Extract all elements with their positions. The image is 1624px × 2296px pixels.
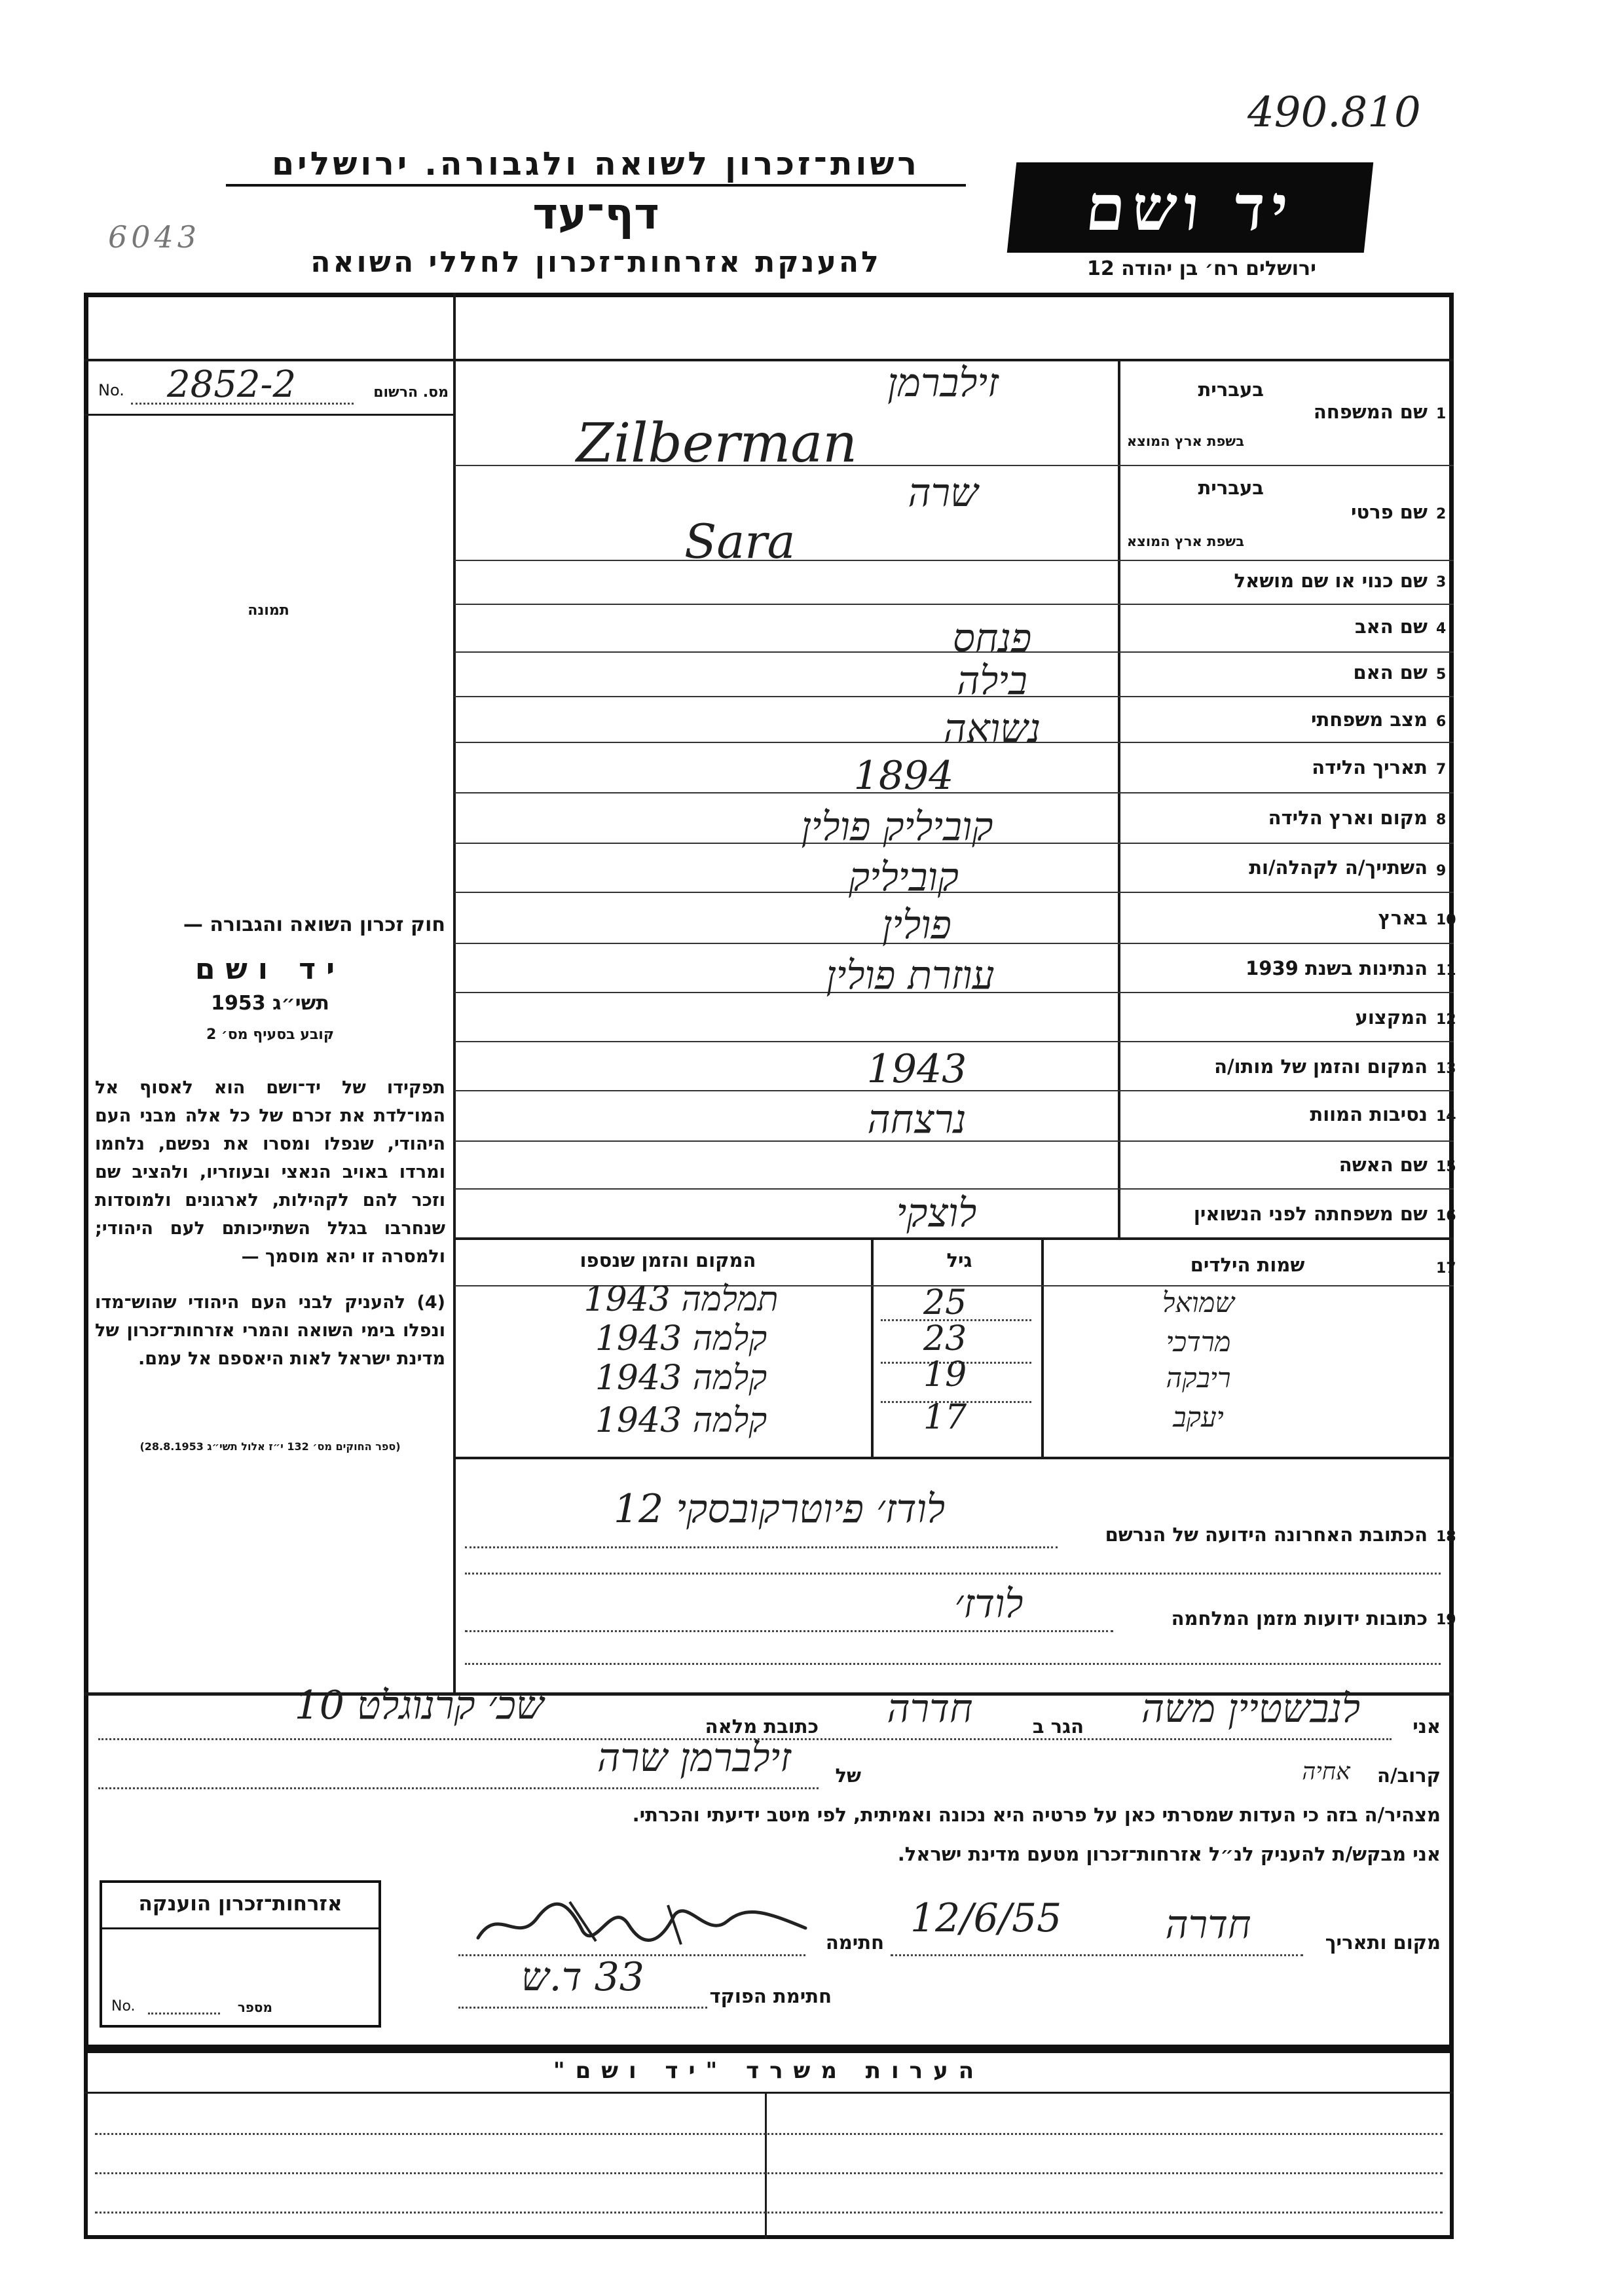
registration-stamp: 6043	[108, 219, 201, 255]
field-8-label: מקום וארץ הלידה	[1268, 807, 1428, 829]
field-5-number: 5	[1436, 666, 1447, 683]
law-year: תשי״ג 1953	[211, 992, 329, 1015]
field-10-label: בארץ	[1378, 907, 1428, 929]
declaration-request: אני מבקש/ת להעניק לנ״ל אזרחות־זכרון מטעם מדינת ישראל.	[897, 1843, 1441, 1865]
rule	[465, 1546, 1058, 1548]
rule	[454, 1188, 1454, 1190]
mother-name: בילה	[957, 658, 1027, 704]
declarant-address: שכ׳ קרנוגלט 10	[294, 1683, 544, 1728]
declaration-date: 12/6/55	[910, 1895, 1062, 1941]
field-2-origin-label: בשפת ארץ המוצא	[1126, 534, 1244, 549]
declarant-i-label: אני	[1412, 1715, 1441, 1738]
rule	[454, 604, 1454, 605]
rule	[95, 2212, 1443, 2214]
rule	[891, 1954, 1303, 1956]
country: פולין	[882, 902, 951, 948]
citizenship-box-no-label: No.	[111, 1998, 136, 2014]
first-name-origin: Sara	[684, 514, 796, 569]
rule	[454, 560, 1454, 561]
birth-date: 1894	[853, 753, 954, 799]
address-line: ירושלים רח׳ בן יהודה 12	[1087, 257, 1316, 280]
child-row-3-name: ריבקה	[1166, 1362, 1231, 1394]
field-2-label: שם פרטי	[1350, 501, 1428, 523]
form-title: דף־עד	[532, 189, 659, 239]
registration-label: מס. הרשום	[373, 384, 449, 401]
child-row-4-age: 17	[923, 1398, 967, 1437]
rule	[148, 2013, 220, 2014]
of-label: של	[835, 1764, 861, 1787]
rule	[1118, 361, 1120, 1239]
declaration-statement: מצהיר/ה בזה כי העדות שמסרתי כאן על פרטיה היא נכונה ואמיתית, לפי מיטב ידיעתי והכרתי.	[632, 1804, 1441, 1826]
law-body: תפקידו של יד־ושם הוא לאסוף אל המו־לדת את זכרם של כל אלה מבני העם היהודי, שנפלו ומסרו את נפשם, נלחמו ומרדו באויב הנאצי ובעוזריו, ולהציב שם וזכר להם לקהילות, לארגונים ולמוסדות שנחרבו בגלל השתייכותם לעם היהודי; ולמסרה זו יהא מוסמך —	[95, 1078, 445, 1267]
citizenship-box-title: אזרחות־זכרון הוענקה	[102, 1883, 378, 1929]
declarant-city: חדרה	[887, 1686, 973, 1732]
family-name-origin: Zilberman	[576, 412, 858, 475]
rule	[458, 2007, 707, 2009]
field-16-label: שם משפחתה לפני הנשואין	[1193, 1203, 1428, 1225]
child-row-3-place: קלמה 1943	[595, 1358, 767, 1398]
field-18-label: הכתובת האחרונה הידועה של הנרשם	[1105, 1523, 1428, 1546]
field-11-label: הנתינות בשנת 1939	[1246, 957, 1428, 979]
field-12-label: המקצוע	[1355, 1006, 1428, 1029]
rule	[465, 1630, 1113, 1632]
field-1-number: 1	[1436, 406, 1447, 422]
field-15-number: 15	[1436, 1159, 1456, 1175]
first-name-hebrew: שרה	[908, 470, 978, 516]
child-row-2-name: מרדכי	[1166, 1326, 1231, 1358]
declarant-resides-label: הגר ב	[1032, 1715, 1084, 1738]
child-row-2-place: קלמה 1943	[595, 1319, 767, 1358]
marital-status: נשואה	[943, 706, 1041, 752]
victim-name: זילברמן שרה	[597, 1735, 791, 1781]
field-3-label: שם כנוי או שם מושאל	[1234, 570, 1428, 592]
logo-text: יד ושם	[1082, 170, 1299, 245]
child-row-1-name: שמואל	[1162, 1286, 1235, 1319]
child-row-2-age: 23	[923, 1319, 967, 1358]
field-9-number: 9	[1436, 863, 1447, 879]
field-7-label: תאריך הלידה	[1312, 756, 1428, 778]
law-clause: קובע בסעיף מס׳ 2	[206, 1027, 335, 1043]
declarant-signature	[471, 1892, 812, 1964]
signature-scribble	[471, 1892, 812, 1954]
family-name-hebrew: זילברמן	[887, 360, 999, 406]
last-address: לודז׳ פיוטרקובסקי 12	[613, 1486, 946, 1532]
registration-no-label: No.	[98, 381, 124, 399]
rule	[95, 2133, 1443, 2135]
signature-label: חתימה	[825, 1931, 884, 1954]
photo-label: תמונה	[248, 602, 289, 619]
field-3-number: 3	[1436, 574, 1447, 591]
child-row-1-place: תמלמה 1943	[583, 1280, 779, 1319]
rule	[454, 1457, 1454, 1459]
field-14-number: 14	[1436, 1108, 1456, 1125]
rule	[453, 293, 456, 1694]
field-17-number: 17	[1436, 1260, 1456, 1277]
field-2-hebrew-label: בעברית	[1198, 477, 1264, 499]
field-16-number: 16	[1436, 1208, 1456, 1224]
field-13-number: 13	[1436, 1061, 1456, 1077]
field-4-number: 4	[1436, 621, 1447, 637]
child-row-4-name: יעקב	[1173, 1401, 1224, 1433]
field-13-label: המקום והזמן של מותו/ה	[1214, 1055, 1428, 1078]
law-footnote: (ספר החוקים מס׳ 132 י״ז אלול תשי״ג 28.8.1953)	[139, 1440, 401, 1453]
relative-label: קרוב/ה	[1377, 1764, 1441, 1787]
field-11-number: 11	[1436, 962, 1456, 979]
field-1-hebrew-label: בעברית	[1198, 378, 1264, 401]
rule	[465, 1573, 1441, 1575]
field-18-number: 18	[1436, 1529, 1456, 1545]
field-9-label: השתייך/ה לקהלה/ות	[1249, 856, 1428, 879]
field-8-number: 8	[1436, 812, 1447, 828]
birth-place: קוביליק פולין	[801, 804, 993, 850]
field-19-number: 19	[1436, 1612, 1456, 1628]
rule	[871, 1239, 874, 1458]
field-1-label: שם המשפחה	[1313, 401, 1428, 423]
yad-vashem-logo	[1007, 162, 1374, 253]
rule	[765, 2092, 767, 2239]
field-6-number: 6	[1436, 714, 1447, 730]
field-4-label: שם האב	[1354, 615, 1428, 638]
registration-number: 2852-2	[167, 363, 297, 406]
child-row-1-age: 25	[923, 1283, 967, 1322]
citizenship-box	[100, 1880, 381, 2028]
field-6-label: מצב משפחתי	[1310, 708, 1428, 731]
relative-value: אחיה	[1302, 1758, 1350, 1785]
child-row-4-place: קלמה 1943	[595, 1401, 767, 1440]
field-5-label: שם האם	[1353, 661, 1428, 683]
rule	[84, 359, 1454, 361]
death-place-time: 1943	[866, 1046, 967, 1092]
rule	[454, 1041, 1454, 1042]
law-title: חוק זכרון השואה והגבורה —	[183, 913, 445, 936]
field-2-number: 2	[1436, 506, 1447, 522]
supervisor-signature: 33 ד.ש	[521, 1954, 644, 2000]
form-subtitle: להענקת אזרחות־זכרון לחללי השואה	[310, 246, 881, 279]
field-15-label: שם האשה	[1338, 1154, 1428, 1176]
rule	[95, 2172, 1443, 2174]
rule	[98, 1787, 819, 1789]
death-circumstances: נרצחה	[867, 1097, 967, 1142]
community: קוביליק	[848, 854, 959, 900]
archive-number: 490.810	[1247, 88, 1421, 137]
field-12-number: 12	[1436, 1011, 1456, 1028]
declaration-place: חדרה	[1165, 1902, 1251, 1948]
declarant-name: לנבשטיין משה	[1141, 1686, 1361, 1732]
place-date-label: מקום ותאריך	[1325, 1931, 1441, 1954]
declarant-address-label: כתובת מלאה	[705, 1715, 819, 1738]
maiden-name: לוצקי	[896, 1190, 977, 1236]
wartime-address: לודז׳	[954, 1581, 1024, 1627]
field-10-number: 10	[1436, 912, 1456, 928]
field-1-origin-label: בשפת ארץ המוצא	[1126, 433, 1244, 449]
citizenship-box-number-label: מספר	[237, 1999, 272, 2015]
law-item-4: (4) להעניק לבני העם היהודי שהוש־מדו ונפלו בימי השואה והמרי אזרחות־זכרון של מדינת ישראל לאות היאספם אל עמם.	[95, 1292, 445, 1369]
citizenship-1939: עוזרת פולין	[826, 953, 995, 998]
rule	[1041, 1239, 1044, 1458]
rule	[454, 1237, 1454, 1240]
child-row-3-age: 19	[923, 1355, 967, 1394]
children-col-names: שמות הילדים	[1190, 1254, 1305, 1276]
rule	[131, 403, 354, 405]
rule	[84, 2092, 1454, 2094]
field-19-label: כתובות ידועות מזמן המלחמה	[1171, 1607, 1428, 1630]
children-col-place: המקום והזמן שנספו	[580, 1249, 756, 1271]
field-7-number: 7	[1436, 761, 1447, 778]
field-14-label: נסיבות המוות	[1310, 1103, 1428, 1125]
rule	[465, 1663, 1441, 1665]
supervisor-signature-label: חתימת הפוקד	[709, 1985, 832, 2007]
office-notes-title: הערות משרד "יד ושם"	[553, 2058, 985, 2084]
rule	[84, 414, 454, 416]
law-name: יד ושם	[194, 953, 346, 986]
children-col-age: גיל	[946, 1249, 972, 1271]
authority-title: רשות־זכרון לשואה ולגבורה. ירושלים	[226, 145, 966, 187]
father-name: פנחס	[952, 615, 1032, 661]
